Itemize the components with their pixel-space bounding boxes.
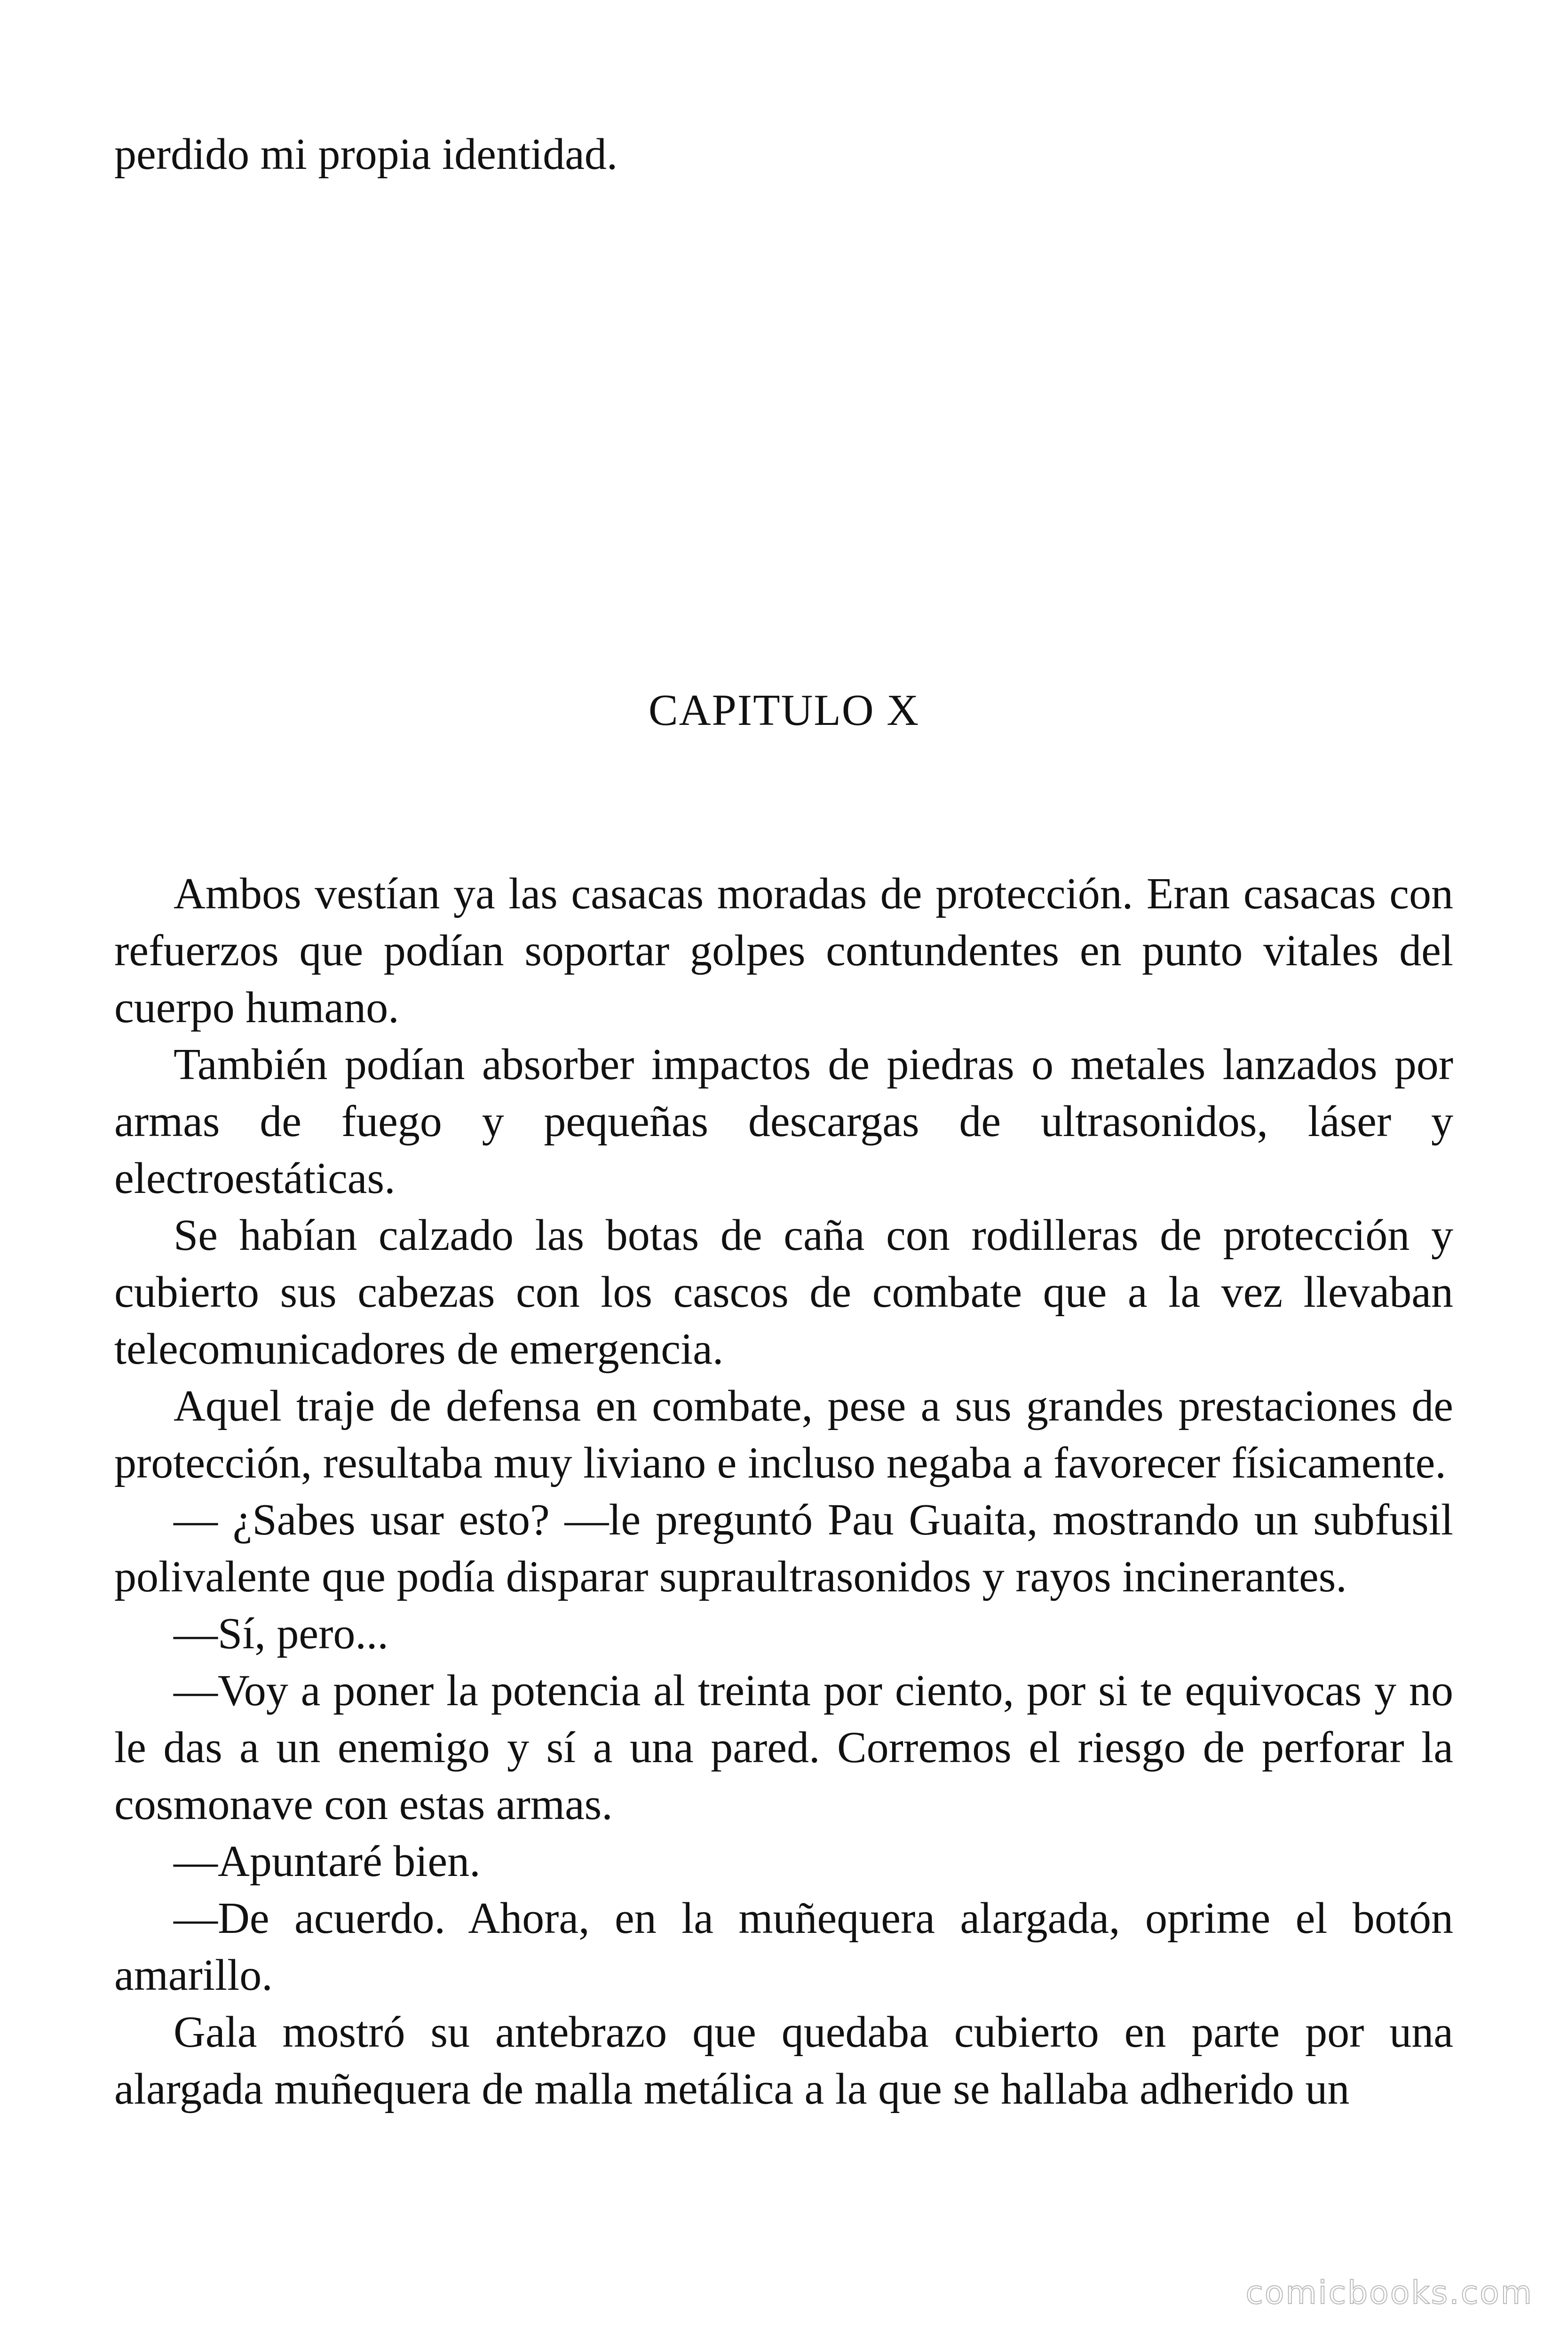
paragraph-4: Aquel traje de defensa en combate, pese a sus grandes prestaciones de protección, resultaba muy liviano e incluso negaba a favorecer físicamente. (114, 1382, 1453, 1487)
carry-over-text (114, 126, 1453, 183)
paragraph-6: —Sí, pero... (174, 1609, 388, 1658)
paragraph-5: — ¿Sabes usar esto? —le preguntó Pau Guaita, mostrando un subfusil polivalente que podía disparar supraultrasonidos y rayos incinerantes. (114, 1495, 1453, 1601)
paragraph-8: —Apuntaré bien. (174, 1837, 481, 1886)
watermark: comicbooks.com (1245, 2274, 1533, 2312)
paragraph-7: —Voy a poner la potencia al treinta por ciento, por si te equivocas y no le das a un enemigo y sí a una pared. Corremos el riesgo de perforar la cosmonave con estas armas. (114, 1666, 1453, 1829)
paragraph-3: Se habían calzado las botas de caña con rodilleras de protección y cubierto sus cabezas con los cascos de combate que a la vez llevaban telecomunicadores de emergencia. (114, 1211, 1453, 1374)
paragraph-10: Gala mostró su antebrazo que quedaba cubierto en parte por una alargada muñequera de malla metálica a la que se hallaba adherido un (114, 2008, 1453, 2114)
paragraph-1: Ambos vestían ya las casacas moradas de protección. Eran casacas con refuerzos que podían soportar golpes contundentes en punto vitales del cuerpo humano. (114, 869, 1453, 1032)
carry-over-line: perdido mi propia identidad. (114, 130, 618, 179)
chapter-title: CAPITULO X (648, 686, 920, 735)
paragraph-9: —De acuerdo. Ahora, en la muñequera alargada, oprime el botón amarillo. (114, 1894, 1453, 2000)
chapter-body (114, 866, 1453, 2118)
paragraph-2: También podían absorber impactos de piedras o metales lanzados por armas de fuego y pequeñas descargas de ultrasonidos, láser y electroestáticas. (114, 1040, 1453, 1203)
